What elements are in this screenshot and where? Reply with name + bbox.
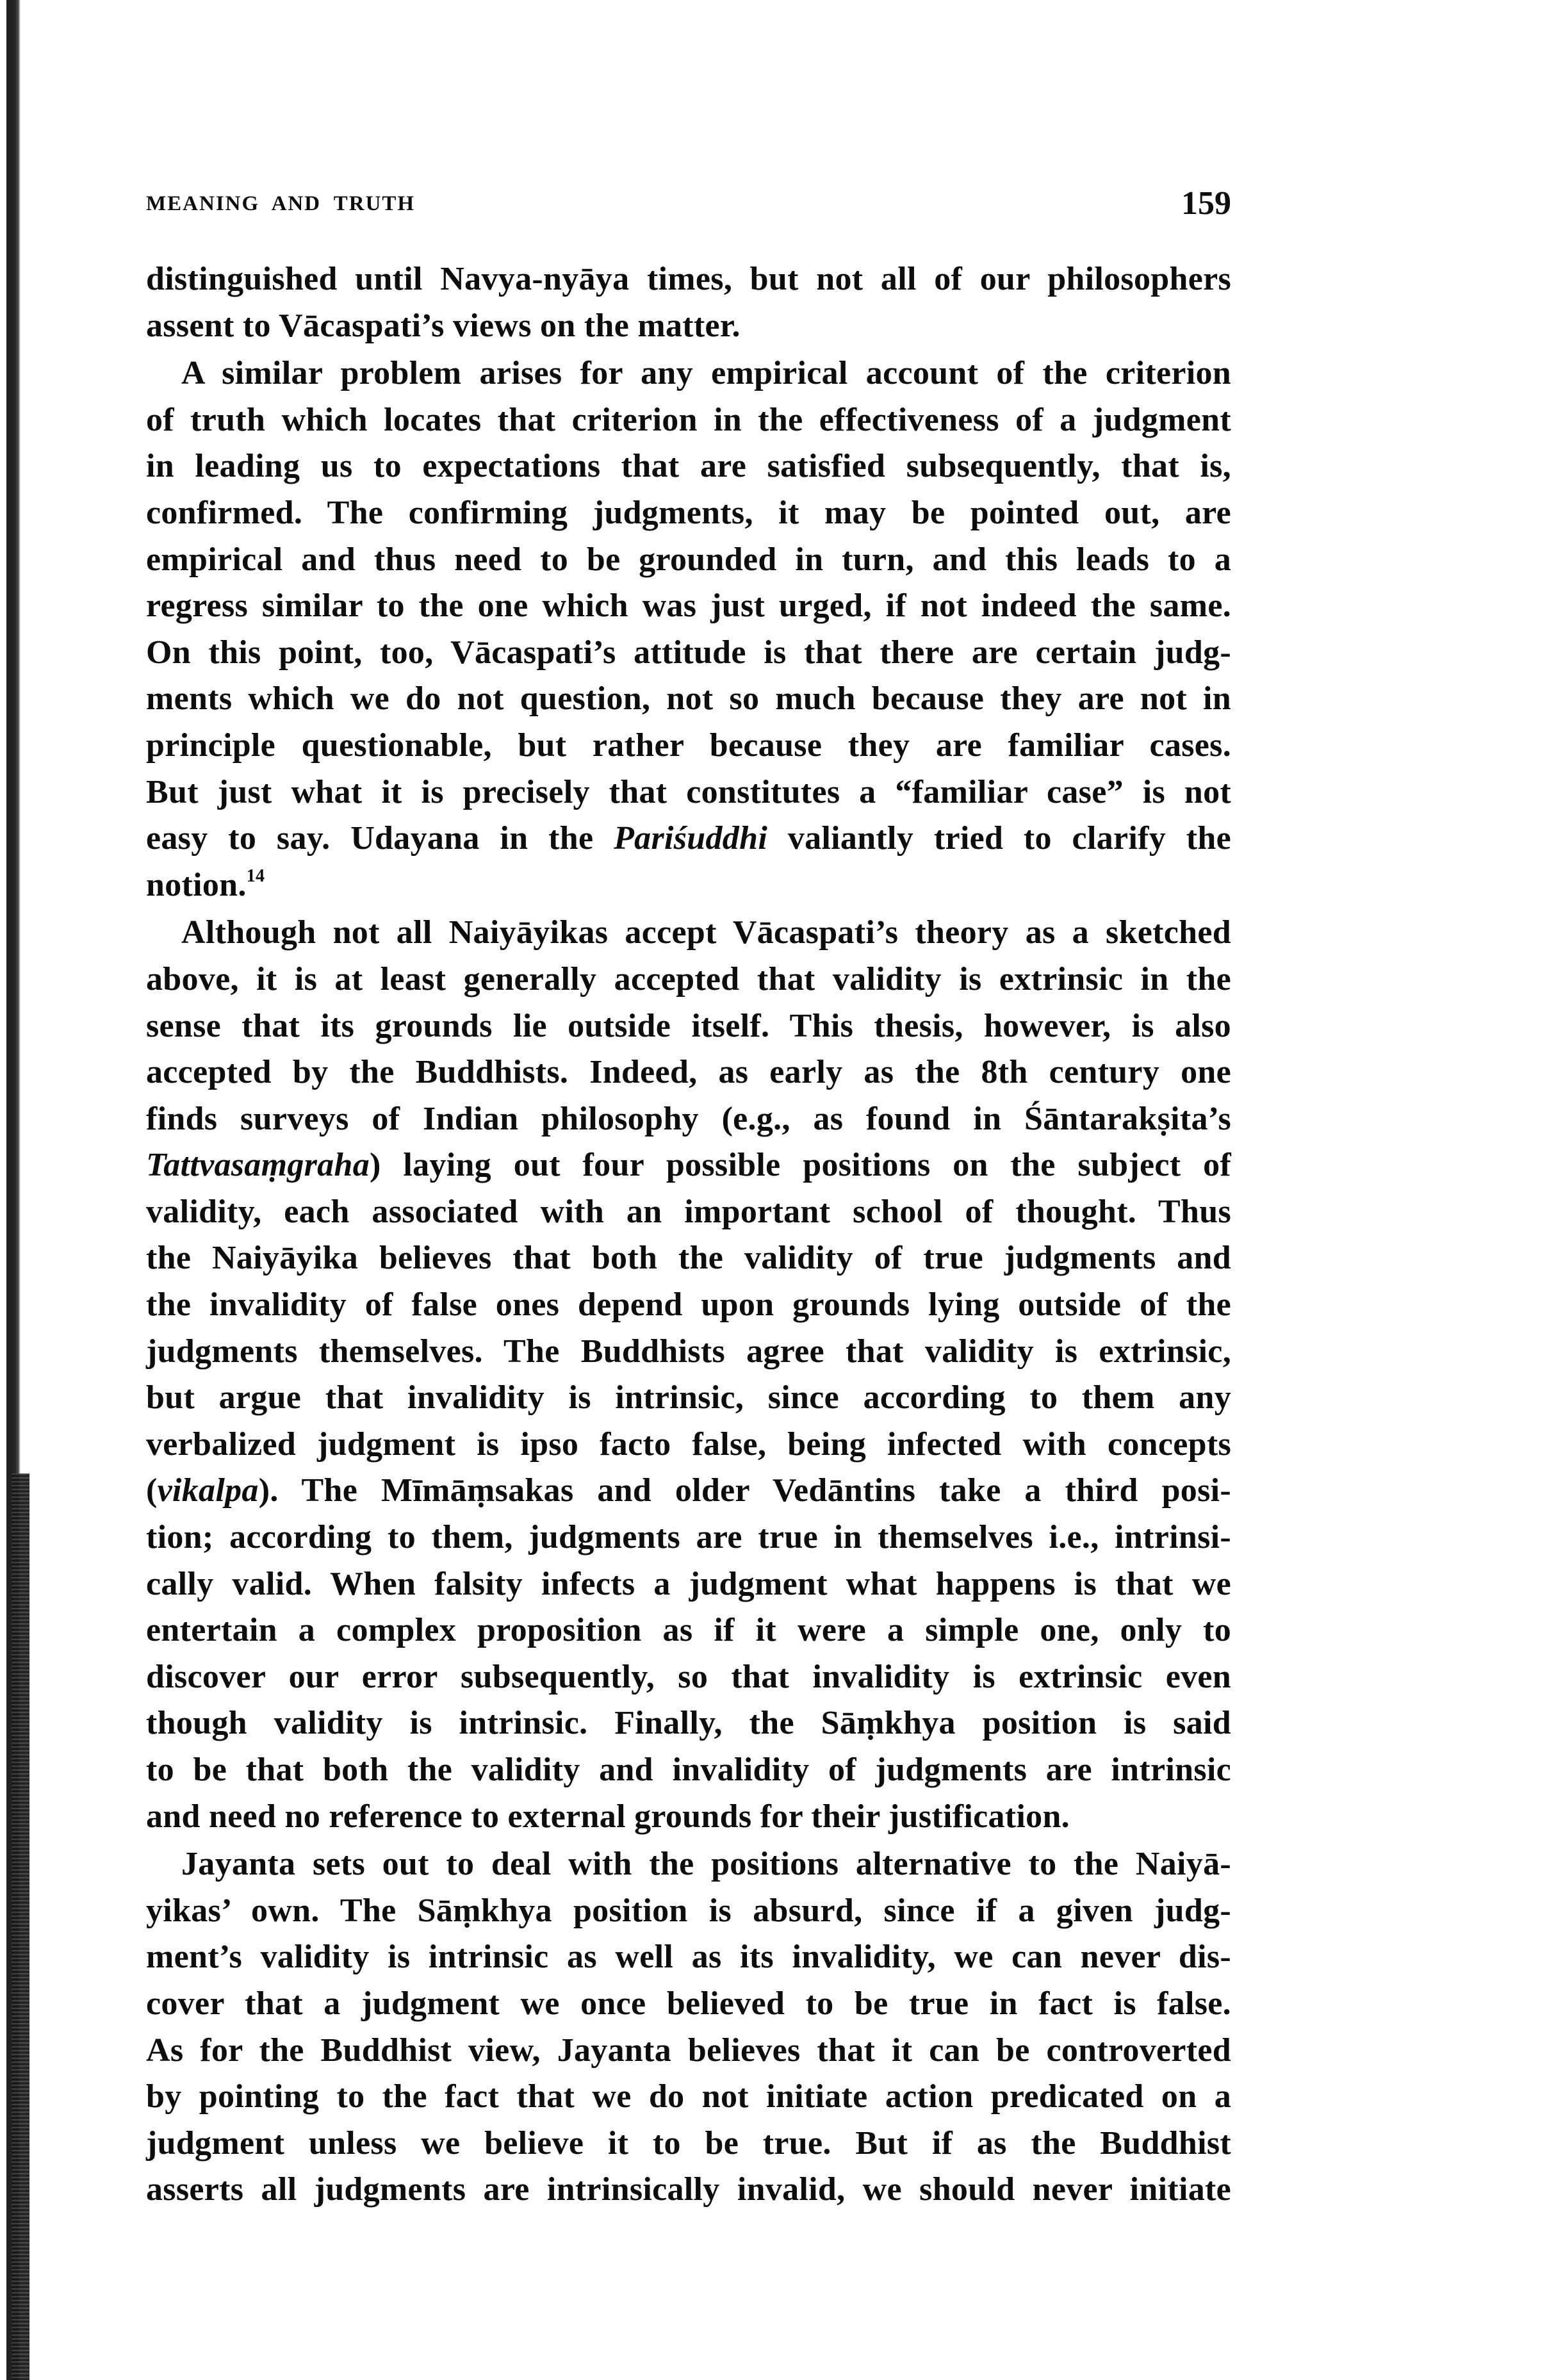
text-line-content: tion; according to them, judgments are true in themselves i.e., intrinsi- xyxy=(146,1519,1231,1556)
paragraph xyxy=(146,256,1231,349)
text-line-content: yikas’ own. The Sāṃkhya position is absurd, since if a given judg- xyxy=(146,1892,1231,1929)
text-line xyxy=(146,1003,1231,1050)
text-line xyxy=(146,537,1231,584)
paragraph xyxy=(146,910,1231,1840)
text-line xyxy=(146,1049,1231,1096)
text-line-content: cally valid. When falsity infects a judgment what happens is that we xyxy=(146,1565,1231,1602)
text-line xyxy=(146,350,1231,397)
text-line-content: accepted by the Buddhists. Indeed, as early as the 8th century one xyxy=(146,1054,1231,1091)
text-line-content: discover our error subsequently, so that invalidity is extrinsic even xyxy=(146,1658,1231,1695)
text-line-content: As for the Buddhist view, Jayanta believes that it can be controverted xyxy=(146,2031,1231,2069)
text-line xyxy=(146,769,1231,816)
text-line xyxy=(146,816,1231,862)
text-line xyxy=(146,256,1231,303)
text-line-content: principle questionable, but rather because they are familiar cases. xyxy=(146,726,1231,764)
text-line xyxy=(146,1888,1231,1935)
text-line xyxy=(146,2028,1231,2074)
text-line-content: notion.$^{14}$ xyxy=(146,866,265,903)
text-line xyxy=(146,1841,1231,1888)
text-line xyxy=(146,1514,1231,1561)
text-line-content: ments which we do not question, not so much because they are not in xyxy=(146,680,1231,718)
text-line-content: judgment unless we believe it to be true. But if as the Buddhist xyxy=(146,2124,1231,2162)
text-line xyxy=(146,2167,1231,2213)
footnote-marker[interactable]: 14 xyxy=(246,866,265,886)
text-line-content: ment’s validity is intrinsic as well as its invalidity, we can never dis- xyxy=(146,1939,1231,1976)
text-line xyxy=(146,443,1231,490)
text-line xyxy=(146,1375,1231,1422)
text-line xyxy=(146,1235,1231,1282)
text-line-content: validity, each associated with an important school of thought. Thus xyxy=(146,1193,1231,1230)
text-line xyxy=(146,1607,1231,1654)
text-line xyxy=(146,1142,1231,1189)
text-line xyxy=(146,1422,1231,1468)
text-line-content: distinguished until Navya-nyāya times, but not all of our philosophers xyxy=(146,261,1231,297)
text-line xyxy=(146,1934,1231,1981)
text-line-content: confirmed. The confirming judgments, it may be pointed out, are xyxy=(146,494,1231,531)
text-line-content: But just what it is precisely that constitutes a “familiar case” is not xyxy=(146,773,1231,810)
text-line-content: A similar problem arises for any empirical account of the criterion xyxy=(181,355,1231,392)
text-line-content: verbalized judgment is ipso facto false, being infected with concepts xyxy=(146,1425,1231,1463)
running-head xyxy=(146,187,1231,223)
text-line-content: empirical and thus need to be grounded in turn, and this leads to a xyxy=(146,541,1231,578)
text-line xyxy=(146,303,1231,350)
paragraph xyxy=(146,350,1231,908)
text-line-content: cover that a judgment we once believed to be true in fact is false. xyxy=(146,1985,1231,2022)
text-line-content: the invalidity of false ones depend upon grounds lying outside of the xyxy=(146,1286,1231,1324)
text-line xyxy=(146,2121,1231,2167)
text-line xyxy=(146,1329,1231,1375)
italic-term: Tattvasaṃgraha xyxy=(146,1147,370,1184)
text-line xyxy=(146,1561,1231,1608)
text-line xyxy=(146,1981,1231,2028)
text-line xyxy=(146,490,1231,537)
text-line xyxy=(146,1700,1231,1747)
text-line-content: above, it is at least generally accepted that validity is extrinsic in the xyxy=(146,960,1231,997)
text-line xyxy=(146,956,1231,1003)
text-line-content: Jayanta sets out to deal with the positions alternative to the Naiyā- xyxy=(181,1846,1231,1883)
page-number: 159 xyxy=(1181,185,1231,222)
text-line xyxy=(146,1189,1231,1236)
text-line-content: in leading us to expectations that are satisfied subsequently, that is, xyxy=(146,448,1231,485)
text-line xyxy=(146,1654,1231,1701)
text-line xyxy=(146,862,1231,909)
text-line-content: regress similar to the one which was just urged, if not indeed the same. xyxy=(146,587,1231,625)
text-line xyxy=(146,1468,1231,1514)
text-line xyxy=(146,1794,1231,1841)
text-line xyxy=(146,583,1231,630)
text-line xyxy=(146,676,1231,723)
running-title: MEANING AND TRUTH xyxy=(146,192,416,215)
text-line xyxy=(146,630,1231,677)
text-line xyxy=(146,910,1231,956)
text-line-content: assent to Vācaspati’s views on the matter. xyxy=(146,307,741,344)
text-line-content: the Naiyāyika believes that both the validity of true judgments and xyxy=(146,1240,1231,1277)
text-line-content: but argue that invalidity is intrinsic, since according to them any xyxy=(146,1379,1231,1416)
text-line-content: On this point, too, Vācaspati’s attitude is that there are certain judg- xyxy=(146,634,1231,671)
text-line-content: by pointing to the fact that we do not initiate action predicated on a xyxy=(146,2078,1231,2115)
italic-term: vikalpa xyxy=(157,1472,259,1509)
scan-binding-edge-lower xyxy=(12,1473,29,2380)
text-line xyxy=(146,723,1231,769)
text-line-content: and need no reference to external grounds for their justification. xyxy=(146,1798,1070,1835)
text-line-content: Although not all Naiyāyikas accept Vācaspati’s theory as a sketched xyxy=(181,914,1231,951)
text-line xyxy=(146,2074,1231,2121)
text-line xyxy=(146,1747,1231,1794)
text-line-content: to be that both the validity and invalidity of judgments are intrinsic xyxy=(146,1752,1231,1788)
text-line-content: judgments themselves. The Buddhists agree that validity is extrinsic, xyxy=(146,1333,1231,1370)
text-line-content: of truth which locates that criterion in the effectiveness of a judgment xyxy=(146,401,1231,438)
italic-term: Pariśuddhi xyxy=(614,820,768,857)
paragraph xyxy=(146,1841,1231,2213)
text-line xyxy=(146,1096,1231,1143)
text-line-content: entertain a complex proposition as if it were a simple one, only to xyxy=(146,1612,1231,1649)
text-line-content: Tattvasaṃgraha) laying out four possible positions on the subject of xyxy=(146,1147,1231,1184)
text-line-content: sense that its grounds lie outside itself. This thesis, however, is also xyxy=(146,1007,1231,1044)
text-line-content: easy to say. Udayana in the Pariśuddhi valiantly tried to clarify the xyxy=(146,820,1231,857)
text-line xyxy=(146,397,1231,444)
text-line-content: (vikalpa). The Mīmāṃsakas and older Vedāntins take a third posi- xyxy=(146,1472,1231,1509)
body-text xyxy=(146,256,1231,2215)
text-line-content: asserts all judgments are intrinsically invalid, we should never initiate xyxy=(146,2171,1231,2208)
text-line-content: finds surveys of Indian philosophy (e.g., as found in Śāntarakṣita’s xyxy=(146,1100,1231,1137)
text-line xyxy=(146,1282,1231,1329)
text-line-content: though validity is intrinsic. Finally, the Sāṃkhya position is said xyxy=(146,1705,1231,1742)
